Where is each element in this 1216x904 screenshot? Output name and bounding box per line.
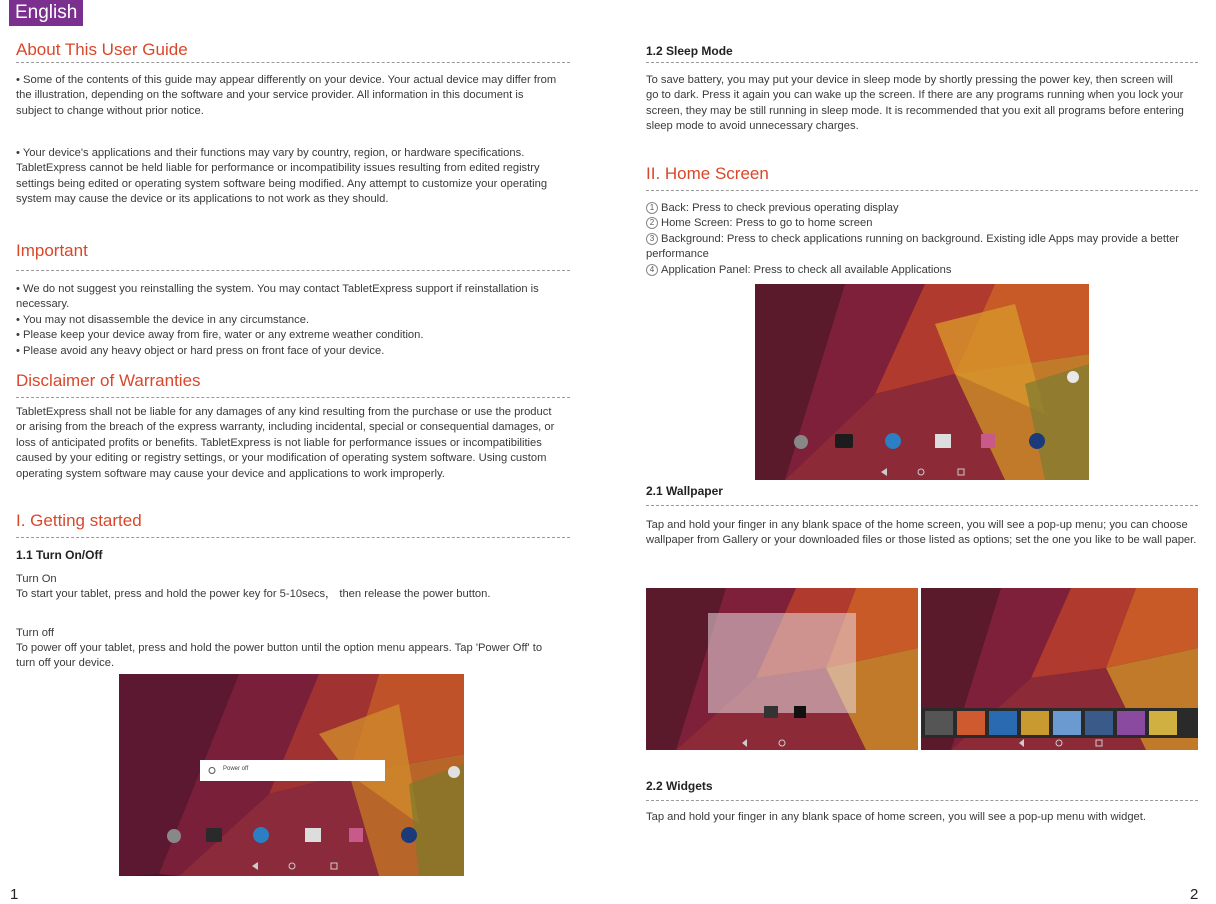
wallpaper-menu-screenshot <box>646 588 918 750</box>
number-badge: 2 <box>646 217 658 229</box>
important-list <box>16 282 561 359</box>
important-item: • We do not suggest you reinstalling the system. You may contact TabletExpress support if reinstallation is necessary. <box>16 283 539 311</box>
divider <box>646 190 1198 191</box>
about-guide-heading: About This User Guide <box>16 40 188 59</box>
number-badge: 3 <box>646 233 658 245</box>
home-item-text: Application Panel: Press to check all available Applications <box>661 263 952 276</box>
home-screen-screenshot <box>755 284 1089 480</box>
number-badge: 1 <box>646 202 658 214</box>
home-screen-heading: II. Home Screen <box>646 164 769 183</box>
number-badge: 4 <box>646 264 658 276</box>
page-number: 1 <box>10 886 19 903</box>
home-item-background <box>646 232 1191 263</box>
widgets-paragraph: Tap and hold your finger in any blank space of home screen, you will see a pop-up menu with widget. <box>646 811 1147 823</box>
disclaimer-paragraph: TabletExpress shall not be liable for any damages of any kind resulting from the purchase or use the product or arising from the breach of the express warranty, including incidental, special or consequential damages, or loss of anticipated profits or benefits. TabletExpress is not liable for performance issues or incompatibilities caused by your editing or registry settings, or your modification of operating system software. Using custom operating system software may cause your device and applications to work improperly. <box>16 406 555 480</box>
wallpaper-picker-screenshot <box>921 588 1198 750</box>
page-number: 2 <box>1190 886 1199 903</box>
about-paragraph-2: • Your device's applications and their functions may vary by country, region, or hardware specifications. TabletExpress cannot be held liable for performance or incompatibility issues resulting from edited registry settings being edited or operating system software being modified. Any attempt to customize your operating system may cause the device or its applications to not work as they should. <box>16 147 548 206</box>
home-item-text: Background: Press to check applications running on background. Existing idle Apps may provide a better performance <box>646 232 1180 261</box>
turn-on-label: Turn On <box>16 573 57 585</box>
turn-on-text: To start your tablet, press and hold the power key for 5-10secs， then release the power button. <box>16 588 491 600</box>
language-tag: English <box>9 0 83 26</box>
power-off-screenshot <box>119 674 464 876</box>
divider <box>16 62 570 63</box>
wallpaper-paragraph: Tap and hold your finger in any blank space of the home screen, you will see a pop-up menu; you can choose wallpaper from Gallery or your downloaded files or those listed as options; set the one you like to be wall paper. <box>646 519 1197 547</box>
divider <box>646 800 1198 801</box>
wallpaper-heading: 2.1 Wallpaper <box>646 484 723 498</box>
disclaimer-heading: Disclaimer of Warranties <box>16 371 201 390</box>
turn-off-text: To power off your tablet, press and hold the power button until the option menu appears. Tap 'Power Off' to turn off your device. <box>16 642 543 670</box>
turn-off-label: Turn off <box>16 627 54 639</box>
sleep-mode-heading: 1.2 Sleep Mode <box>646 44 733 58</box>
home-item-back <box>646 201 1191 216</box>
power-off-option: Power off <box>223 766 249 772</box>
divider <box>646 62 1198 63</box>
important-item: • Please avoid any heavy object or hard press on front face of your device. <box>16 344 385 357</box>
home-screen-list <box>646 201 1191 278</box>
turn-on-off-heading: 1.1 Turn On/Off <box>16 548 103 562</box>
divider <box>16 397 570 398</box>
home-item-home <box>646 216 1191 231</box>
home-item-text: Back: Press to check previous operating display <box>661 202 899 214</box>
widgets-heading: 2.2 Widgets <box>646 779 713 793</box>
divider <box>16 270 570 271</box>
sleep-mode-paragraph: To save battery, you may put your device in sleep mode by shortly pressing the power key, then screen will go to dark. Press it again you can wake up the screen. If there are any programs running when you lock your screen, they may be still running in sleep mode. It is recommended that you exit all programs before entering sleep mode to avoid unnecessary charges. <box>646 74 1184 133</box>
getting-started-heading: I. Getting started <box>16 511 142 530</box>
important-item: • Please keep your device away from fire, water or any extreme weather condition. <box>16 329 424 342</box>
home-item-app-panel <box>646 263 1191 278</box>
about-paragraph-1: • Some of the contents of this guide may appear differently on your device. Your actual device may differ from the illustration, depending on the software and your service provider. All information in this document is subject to change without prior notice. <box>16 74 557 117</box>
divider <box>16 537 570 538</box>
important-heading: Important <box>16 241 88 260</box>
divider <box>646 505 1198 506</box>
home-item-text: Home Screen: Press to go to home screen <box>661 217 873 230</box>
important-item: • You may not disassemble the device in any circumstance. <box>16 313 310 326</box>
